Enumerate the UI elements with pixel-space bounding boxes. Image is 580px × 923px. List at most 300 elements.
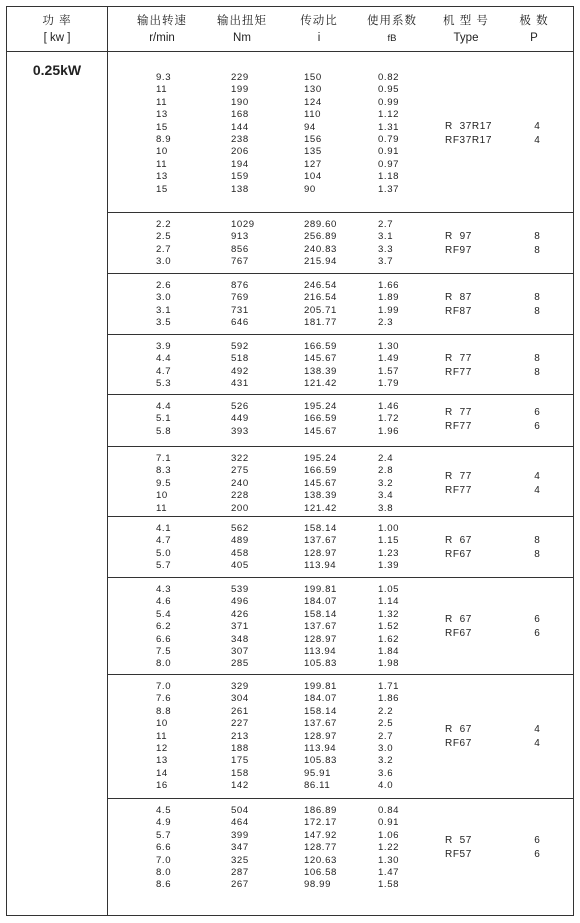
- ratio-cell: 186.89: [304, 805, 337, 816]
- ratio-cell: 86.11: [304, 780, 331, 792]
- header-type-label: 机 型 号: [443, 15, 489, 27]
- table-row: [107, 305, 573, 317]
- ratio-cell: 256.89: [304, 231, 337, 243]
- product-group: [107, 273, 573, 335]
- torque-cell: 168: [231, 109, 249, 121]
- table-row: [107, 146, 573, 158]
- header-service-factor: [357, 13, 427, 47]
- torque-cell: 144: [231, 121, 249, 133]
- speed-cell: 2.6: [156, 280, 172, 291]
- torque-cell: 393: [231, 425, 249, 437]
- torque-cell: 371: [231, 621, 249, 633]
- poles: [527, 470, 547, 498]
- table-row: [107, 560, 573, 572]
- torque-cell: 190: [231, 96, 249, 108]
- speed-cell: 8.0: [156, 658, 172, 670]
- torque-cell: 229: [231, 72, 249, 83]
- speed-cell: 2.2: [156, 219, 172, 230]
- ratio-cell: 137.67: [304, 718, 337, 730]
- service-factor-cell: 2.7: [378, 219, 394, 230]
- ratio-cell: 113.94: [304, 645, 337, 657]
- torque-cell: 199: [231, 84, 249, 96]
- poles-value: 8: [534, 230, 540, 242]
- table-row: [107, 244, 573, 256]
- ratio-cell: 215.94: [304, 256, 337, 268]
- model-type: [445, 120, 492, 148]
- service-factor-cell: 1.89: [378, 292, 400, 304]
- ratio-cell: 181.77: [304, 317, 337, 329]
- poles-value: 8: [534, 305, 540, 317]
- speed-cell: 5.7: [156, 560, 172, 572]
- service-factor-cell: 1.46: [378, 401, 400, 412]
- table-row: [107, 231, 573, 243]
- data-rows: [107, 523, 573, 573]
- service-factor-cell: 1.14: [378, 596, 400, 608]
- speed-cell: 7.5: [156, 645, 172, 657]
- table-row: [107, 535, 573, 547]
- table-row: [107, 755, 573, 767]
- table-row: [107, 731, 573, 743]
- table-row: [107, 805, 573, 817]
- model-type-line: R 37R17: [445, 121, 493, 132]
- service-factor-cell: 1.71: [378, 681, 400, 692]
- poles-value: 8: [534, 291, 540, 303]
- speed-cell: 3.0: [156, 292, 172, 304]
- service-factor-cell: 2.8: [378, 465, 394, 477]
- speed-cell: 7.1: [156, 453, 172, 464]
- header-poles-unit: P: [530, 32, 538, 44]
- service-factor-cell: 3.7: [378, 256, 394, 268]
- torque-cell: 489: [231, 535, 249, 547]
- model-type-line: RF67: [445, 548, 472, 560]
- poles: [527, 120, 547, 148]
- speed-cell: 10: [156, 490, 168, 502]
- torque-cell: 496: [231, 596, 249, 608]
- torque-cell: 213: [231, 730, 249, 742]
- data-rows: [107, 72, 573, 196]
- table-row: [107, 465, 573, 477]
- data-rows: [107, 401, 573, 438]
- ratio-cell: 195.24: [304, 453, 337, 464]
- product-group: [107, 798, 573, 917]
- table-row: [107, 596, 573, 608]
- table-row: [107, 413, 573, 425]
- speed-cell: 3.5: [156, 317, 172, 329]
- ratio-cell: 98.99: [304, 879, 332, 891]
- poles-value: 4: [534, 135, 540, 146]
- speed-cell: 5.0: [156, 547, 172, 559]
- data-rows: [107, 584, 573, 671]
- table-row: [107, 72, 573, 84]
- service-factor-cell: 3.2: [378, 755, 394, 767]
- speed-cell: 6.2: [156, 621, 172, 633]
- table-row: [107, 718, 573, 730]
- table-row: [107, 879, 573, 891]
- ratio-cell: 166.59: [304, 341, 337, 352]
- poles-value: 4: [534, 485, 540, 496]
- model-type: [445, 534, 472, 562]
- ratio-cell: 104: [304, 171, 322, 183]
- header-torque-unit: Nm: [233, 32, 251, 44]
- poles-value: 6: [534, 835, 540, 847]
- speed-cell: 3.9: [156, 341, 172, 352]
- ratio-cell: 128.97: [304, 547, 337, 559]
- torque-cell: 228: [231, 490, 249, 502]
- model-type: [445, 291, 472, 319]
- service-factor-cell: 0.95: [378, 84, 400, 96]
- service-factor-cell: 3.6: [378, 767, 394, 779]
- ratio-cell: 105.83: [304, 658, 337, 670]
- model-type-line: R 87: [445, 291, 472, 303]
- service-factor-cell: 1.84: [378, 645, 400, 657]
- speed-cell: 8.0: [156, 866, 172, 878]
- model-type-line: RF57: [445, 849, 472, 861]
- speed-cell: 4.9: [156, 817, 172, 829]
- service-factor-cell: 0.91: [378, 817, 400, 829]
- model-type-line: RF77: [445, 485, 472, 496]
- poles: [527, 230, 547, 258]
- header-type: [431, 13, 501, 47]
- table-row: [107, 122, 573, 134]
- ratio-cell: 128.97: [304, 730, 337, 742]
- table-row: [107, 171, 573, 183]
- torque-cell: 158: [231, 767, 249, 779]
- ratio-cell: 158.14: [304, 705, 337, 717]
- model-type-line: RF87: [445, 305, 472, 317]
- torque-cell: 856: [231, 243, 249, 255]
- speed-cell: 4.4: [156, 401, 172, 412]
- speed-cell: 5.7: [156, 829, 172, 841]
- model-type-line: R 67: [445, 534, 472, 546]
- speed-cell: 13: [156, 109, 168, 121]
- poles: [527, 406, 547, 434]
- speed-cell: 8.9: [156, 133, 172, 145]
- table-row: [107, 159, 573, 171]
- service-factor-cell: 1.15: [378, 535, 400, 547]
- service-factor-cell: 1.79: [378, 378, 400, 390]
- model-type: [445, 406, 472, 434]
- table-row: [107, 830, 573, 842]
- service-factor-cell: 1.31: [378, 121, 400, 133]
- spec-table: [6, 6, 574, 916]
- ratio-cell: 138.39: [304, 365, 337, 377]
- ratio-cell: 147.92: [304, 829, 337, 841]
- model-type: [445, 613, 472, 641]
- poles: [527, 352, 547, 380]
- torque-cell: 913: [231, 231, 249, 243]
- ratio-cell: 289.60: [304, 219, 337, 230]
- table-row: [107, 693, 573, 705]
- poles-value: 6: [534, 420, 540, 432]
- torque-cell: 227: [231, 718, 249, 730]
- torque-cell: 431: [231, 378, 249, 390]
- ratio-cell: 145.67: [304, 477, 337, 489]
- header-speed-unit: r/min: [149, 32, 175, 44]
- service-factor-cell: 3.2: [378, 477, 394, 489]
- ratio-cell: 121.42: [304, 502, 337, 514]
- poles-value: 8: [534, 548, 540, 560]
- speed-cell: 8.3: [156, 465, 172, 477]
- speed-cell: 3.0: [156, 256, 172, 268]
- table-row: [107, 817, 573, 829]
- poles-value: 4: [534, 737, 540, 749]
- torque-cell: 261: [231, 705, 249, 717]
- table-row: [107, 184, 573, 196]
- ratio-cell: 158.14: [304, 608, 337, 620]
- torque-cell: 240: [231, 477, 249, 489]
- header-service-factor-label: 使用系数: [367, 15, 417, 27]
- data-rows: [107, 453, 573, 515]
- service-factor-cell: 2.7: [378, 730, 394, 742]
- service-factor-cell: 1.30: [378, 341, 400, 352]
- header-service-factor-unit: fB: [387, 33, 397, 44]
- speed-cell: 4.7: [156, 535, 172, 547]
- model-type: [445, 834, 472, 862]
- service-factor-cell: 1.00: [378, 523, 400, 534]
- model-type-line: R 67: [445, 723, 472, 735]
- model-type-line: RF97: [445, 244, 472, 256]
- poles: [527, 834, 547, 862]
- ratio-cell: 110: [304, 109, 322, 121]
- service-factor-cell: 1.18: [378, 171, 400, 183]
- service-factor-cell: 2.4: [378, 453, 394, 464]
- speed-cell: 16: [156, 780, 168, 792]
- torque-cell: 592: [231, 341, 249, 352]
- ratio-cell: 172.17: [304, 817, 337, 829]
- torque-cell: 206: [231, 146, 249, 158]
- table-row: [107, 658, 573, 670]
- header-power-unit: [ kw ]: [43, 32, 71, 44]
- service-factor-cell: 3.3: [378, 243, 394, 255]
- service-factor-cell: 2.2: [378, 705, 394, 717]
- poles-value: 8: [534, 244, 540, 256]
- data-rows: [107, 681, 573, 793]
- torque-cell: 200: [231, 502, 249, 514]
- service-factor-cell: 3.1: [378, 231, 394, 243]
- torque-cell: 188: [231, 742, 249, 754]
- service-factor-cell: 0.97: [378, 158, 400, 170]
- ratio-cell: 121.42: [304, 378, 337, 390]
- speed-cell: 5.4: [156, 608, 172, 620]
- ratio-cell: 158.14: [304, 523, 337, 534]
- ratio-cell: 135: [304, 146, 322, 158]
- service-factor-cell: 2.3: [378, 317, 394, 329]
- table-row: [107, 97, 573, 109]
- header-ratio-label: 传动比: [300, 15, 338, 27]
- speed-cell: 5.1: [156, 413, 172, 425]
- speed-cell: 8.6: [156, 879, 172, 891]
- service-factor-cell: 1.37: [378, 183, 400, 195]
- ratio-cell: 94: [304, 121, 316, 133]
- header-poles: [504, 13, 564, 47]
- torque-cell: 267: [231, 879, 249, 891]
- ratio-cell: 120.63: [304, 854, 337, 866]
- table-row: [107, 548, 573, 560]
- table-row: [107, 768, 573, 780]
- product-group: [107, 212, 573, 274]
- service-factor-cell: 3.4: [378, 490, 394, 502]
- torque-cell: 304: [231, 693, 249, 705]
- model-type: [445, 470, 472, 498]
- service-factor-cell: 0.91: [378, 146, 400, 158]
- torque-cell: 194: [231, 158, 249, 170]
- ratio-cell: 216.54: [304, 292, 337, 304]
- torque-cell: 769: [231, 292, 249, 304]
- table-row: [107, 490, 573, 502]
- torque-cell: 322: [231, 453, 249, 464]
- table-row: [107, 609, 573, 621]
- torque-cell: 307: [231, 645, 249, 657]
- service-factor-cell: 3.8: [378, 502, 394, 514]
- service-factor-cell: 1.57: [378, 365, 400, 377]
- table-row: [107, 523, 573, 535]
- header-torque: [207, 13, 277, 47]
- ratio-cell: 127: [304, 158, 322, 170]
- ratio-cell: 145.67: [304, 353, 337, 365]
- speed-cell: 12: [156, 742, 168, 754]
- data-rows: [107, 219, 573, 269]
- speed-cell: 5.8: [156, 425, 172, 437]
- ratio-cell: 95.91: [304, 767, 332, 779]
- service-factor-cell: 1.96: [378, 425, 400, 437]
- speed-cell: 11: [156, 84, 168, 96]
- torque-cell: 285: [231, 658, 249, 670]
- table-row: [107, 621, 573, 633]
- torque-cell: 426: [231, 608, 249, 620]
- service-factor-cell: 1.30: [378, 854, 400, 866]
- table-row: [107, 867, 573, 879]
- ratio-cell: 138.39: [304, 490, 337, 502]
- torque-cell: 518: [231, 353, 249, 365]
- poles: [527, 723, 547, 751]
- ratio-cell: 205.71: [304, 304, 337, 316]
- speed-cell: 2.7: [156, 243, 172, 255]
- ratio-cell: 128.97: [304, 633, 337, 645]
- model-type-line: R 77: [445, 471, 472, 482]
- speed-cell: 11: [156, 96, 168, 108]
- speed-cell: 2.5: [156, 231, 172, 243]
- torque-cell: 562: [231, 523, 249, 534]
- model-type: [445, 723, 472, 751]
- header-poles-label: 极 数: [519, 15, 549, 27]
- torque-cell: 539: [231, 584, 249, 595]
- service-factor-cell: 2.5: [378, 718, 394, 730]
- speed-cell: 9.3: [156, 72, 172, 83]
- header-speed-label: 输出转速: [137, 15, 187, 27]
- torque-cell: 449: [231, 413, 249, 425]
- torque-cell: 238: [231, 133, 249, 145]
- ratio-cell: 145.67: [304, 425, 337, 437]
- torque-cell: 1029: [231, 219, 255, 230]
- speed-cell: 8.8: [156, 705, 172, 717]
- table-row: [107, 743, 573, 755]
- model-type-line: R 97: [445, 230, 472, 242]
- table-row: [107, 426, 573, 438]
- ratio-cell: 195.24: [304, 401, 337, 412]
- service-factor-cell: 1.47: [378, 866, 400, 878]
- torque-cell: 767: [231, 256, 249, 268]
- model-type-line: R 57: [445, 835, 472, 847]
- ratio-cell: 106.58: [304, 866, 337, 878]
- service-factor-cell: 1.12: [378, 109, 400, 121]
- poles-value: 8: [534, 366, 540, 378]
- service-factor-cell: 0.84: [378, 805, 400, 816]
- table-row: [107, 401, 573, 413]
- product-group: [107, 394, 573, 447]
- data-rows: [107, 280, 573, 330]
- table-row: [107, 256, 573, 268]
- torque-cell: 175: [231, 755, 249, 767]
- service-factor-cell: 1.86: [378, 693, 400, 705]
- table-row: [107, 341, 573, 353]
- table-row: [107, 219, 573, 231]
- poles-value: 4: [534, 723, 540, 735]
- torque-cell: 504: [231, 805, 249, 816]
- poles-value: 8: [534, 534, 540, 546]
- table-row: [107, 503, 573, 515]
- speed-cell: 4.1: [156, 523, 172, 534]
- ratio-cell: 105.83: [304, 755, 337, 767]
- poles: [527, 291, 547, 319]
- service-factor-cell: 0.79: [378, 133, 400, 145]
- speed-cell: 4.5: [156, 805, 172, 816]
- speed-cell: 11: [156, 730, 168, 742]
- speed-cell: 7.6: [156, 693, 172, 705]
- poles: [527, 613, 547, 641]
- table-row: [107, 634, 573, 646]
- ratio-cell: 90: [304, 183, 316, 195]
- header-power-label: 功 率: [42, 15, 72, 27]
- torque-cell: 399: [231, 829, 249, 841]
- speed-cell: 5.3: [156, 378, 172, 390]
- header-torque-label: 输出扭矩: [217, 15, 267, 27]
- product-group: [107, 446, 573, 517]
- poles-value: 4: [534, 121, 540, 132]
- ratio-cell: 199.81: [304, 681, 337, 692]
- data-rows: [107, 805, 573, 892]
- speed-cell: 4.6: [156, 596, 172, 608]
- ratio-cell: 113.94: [304, 560, 337, 572]
- speed-cell: 15: [156, 183, 168, 195]
- ratio-cell: 246.54: [304, 280, 337, 291]
- ratio-cell: 137.67: [304, 621, 337, 633]
- model-type: [445, 230, 472, 258]
- poles-value: 6: [534, 628, 540, 640]
- table-header: [7, 7, 573, 52]
- torque-cell: 325: [231, 854, 249, 866]
- poles-value: 6: [534, 406, 540, 418]
- table-row: [107, 292, 573, 304]
- ratio-cell: 130: [304, 84, 322, 96]
- torque-cell: 142: [231, 780, 249, 792]
- table-row: [107, 317, 573, 329]
- table-row: [107, 134, 573, 146]
- speed-cell: 14: [156, 767, 168, 779]
- ratio-cell: 166.59: [304, 413, 337, 425]
- table-row: [107, 478, 573, 490]
- product-group: [107, 674, 573, 799]
- speed-cell: 13: [156, 755, 168, 767]
- header-type-unit: Type: [453, 32, 479, 44]
- model-type-line: RF77: [445, 420, 472, 432]
- product-group: [107, 334, 573, 395]
- speed-cell: 10: [156, 718, 168, 730]
- speed-cell: 7.0: [156, 854, 172, 866]
- speed-cell: 4.3: [156, 584, 172, 595]
- header-ratio-unit: i: [317, 32, 321, 44]
- speed-cell: 6.6: [156, 633, 172, 645]
- model-type-line: R 67: [445, 614, 472, 626]
